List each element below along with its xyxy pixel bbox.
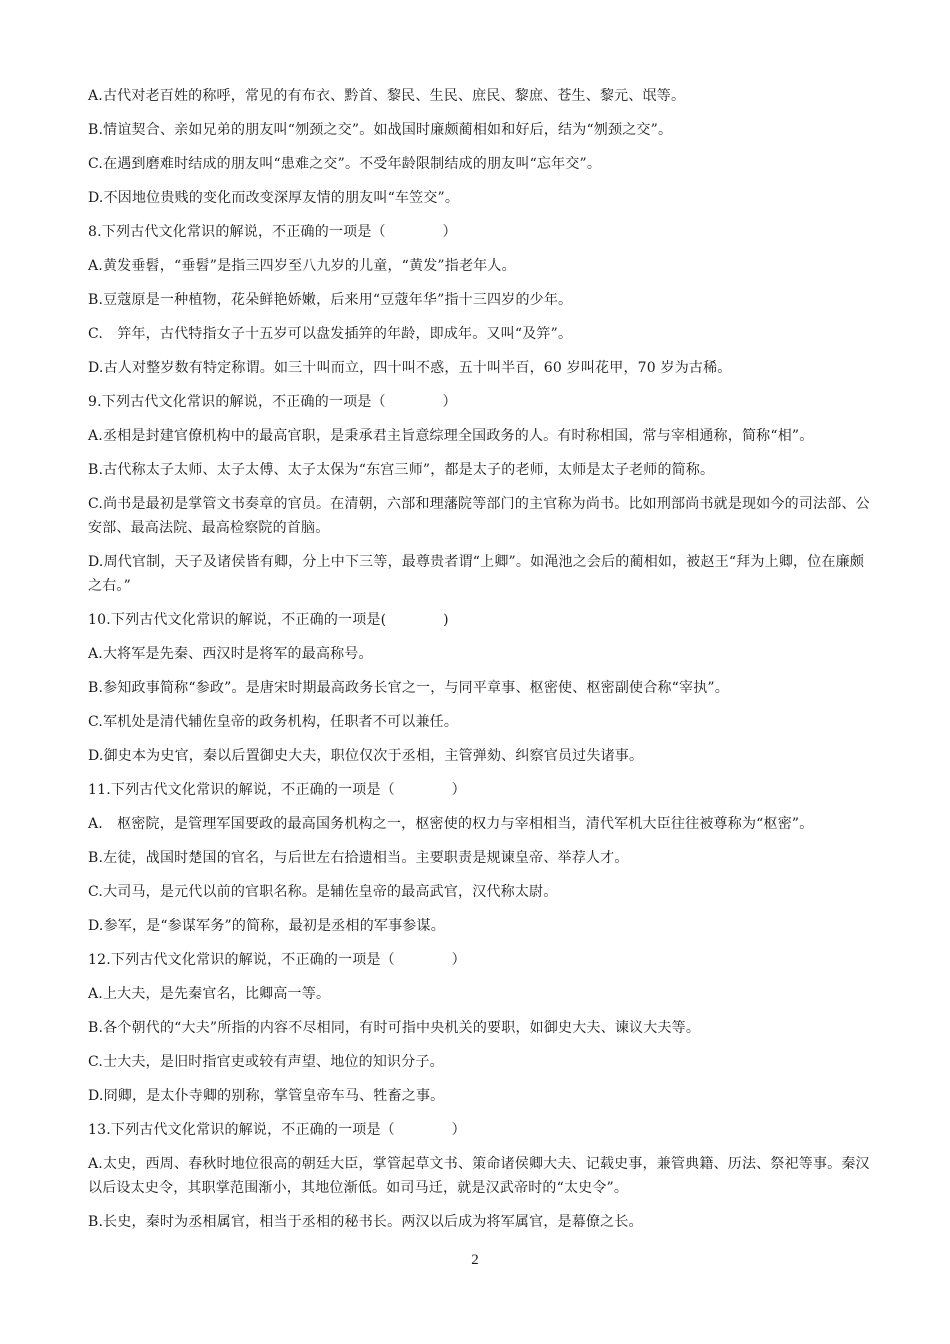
question-12-option-d: D.冏卿，是太仆寺卿的别称，掌管皇帝车马、牲畜之事。 bbox=[88, 1088, 445, 1104]
question-10-option-d: D.御史本为史官，秦以后置御史大夫，职位仅次于丞相，主管弹劾、纠察官员过失诸事。 bbox=[88, 748, 644, 764]
question-9-option-b: B.古代称太子太师、太子太傅、太子太保为“东宫三师”，都是太子的老师，太师是太子老师的简称。 bbox=[88, 462, 715, 478]
question-8: 8.下列古代文化常识的解说，不正确的一项是（ ） bbox=[88, 224, 457, 240]
question-13-option-b: B.长史，秦时为丞相属官，相当于丞相的秘书长。两汉以后成为将军属官，是幕僚之长。 bbox=[88, 1214, 643, 1230]
question-9-option-c: C.尚书是最初是掌管文书奏章的官员。在清朝，六部和理藩院等部门的主官称为尚书。比如刑部尚书就是现如今的司法部、公安部、最高法院、最高检察院的首脑。 bbox=[88, 496, 870, 536]
question-11-option-c: C.大司马，是元代以前的官职名称。是辅佐皇帝的最高武官，汉代称太尉。 bbox=[88, 884, 558, 900]
question-9: 9.下列古代文化常识的解说，不正确的一项是（ ） bbox=[88, 394, 457, 410]
question-8-option-b: B.豆蔻原是一种植物，花朵鲜艳娇嫩，后来用“豆蔻年华”指十三四岁的少年。 bbox=[88, 292, 573, 308]
page-number: 2 bbox=[471, 1252, 479, 1268]
page-content bbox=[88, 84, 878, 1244]
question-13: 13.下列古代文化常识的解说，不正确的一项是（ ） bbox=[88, 1122, 466, 1138]
question-8-option-a: A.黄发垂髫，“垂髫”是指三四岁至八九岁的儿童，“黄发”指老年人。 bbox=[88, 258, 516, 274]
question-9-option-d: D.周代官制，天子及诸侯皆有卿，分上中下三等，最尊贵者谓“上卿”。如渑池之会后的蔺相如，被赵王“拜为上卿，位在廉颇之右。” bbox=[88, 554, 865, 594]
question-12-option-b: B.各个朝代的“大夫”所指的内容不尽相同，有时可指中央机关的要职，如御史大夫、谏议大夫等。 bbox=[88, 1020, 701, 1036]
question-11: 11.下列古代文化常识的解说，不正确的一项是（ ） bbox=[88, 782, 466, 798]
question-8-option-d: D.古人对整岁数有特定称谓。如三十叫而立，四十叫不惑，五十叫半百，60 岁叫花甲，70 岁为古稀。 bbox=[88, 360, 732, 376]
question-10-option-b: B.参知政事简称“参政”。是唐宋时期最高政务长官之一，与同平章事、枢密使、枢密副使合称“宰执”。 bbox=[88, 680, 729, 696]
paragraph-option-a: A.古代对老百姓的称呼，常见的有布衣、黔首、黎民、生民、庶民、黎庶、苍生、黎元、氓等。 bbox=[88, 88, 686, 104]
question-11-option-b: B.左徒，战国时楚国的官名，与后世左右拾遗相当。主要职责是规谏皇帝、举荐人才。 bbox=[88, 850, 629, 866]
question-12: 12.下列古代文化常识的解说，不正确的一项是（ ） bbox=[88, 952, 466, 968]
question-12-option-a: A.上大夫，是先秦官名，比卿高一等。 bbox=[88, 986, 331, 1002]
paragraph-option-b: B.情谊契合、亲如兄弟的朋友叫“刎颈之交”。如战国时廉颇蔺相如和好后，结为“刎颈之交”。 bbox=[88, 122, 673, 138]
question-12-option-c: C.士大夫，是旧时指官吏或较有声望、地位的知识分子。 bbox=[88, 1054, 444, 1070]
question-10: 10.下列古代文化常识的解说，不正确的一项是( ) bbox=[88, 612, 449, 628]
question-9-option-a: A.丞相是封建官僚机构中的最高官职，是秉承君主旨意综理全国政务的人。有时称相国，常与宰相通称，简称“相”。 bbox=[88, 428, 814, 444]
paragraph-option-c: C.在遇到磨难时结成的朋友叫“患难之交”。不受年龄限制结成的朋友叫“忘年交”。 bbox=[88, 156, 602, 172]
question-13-option-a: A.太史，西周、春秋时地位很高的朝廷大臣，掌管起草文书、策命诸侯卿大夫、记载史事，兼管典籍、历法、祭祀等事。秦汉以后设太史令，其职掌范围渐小，其地位渐低。如司马迁，就是汉武帝时的“太史令”。 bbox=[88, 1156, 870, 1196]
question-8-option-c: C. 笄年，古代特指女子十五岁可以盘发插笄的年龄，即成年。又叫“及笄”。 bbox=[88, 326, 573, 342]
question-10-option-a: A.大将军是先秦、西汉时是将军的最高称号。 bbox=[88, 646, 373, 662]
question-11-option-a: A. 枢密院，是管理军国要政的最高国务机构之一，枢密使的权力与宰相相当，清代军机大臣往往被尊称为“枢密”。 bbox=[88, 816, 814, 832]
paragraph-option-d: D.不因地位贵贱的变化而改变深厚友情的朋友叫“车笠交”。 bbox=[88, 190, 460, 206]
question-10-option-c: C.军机处是清代辅佐皇帝的政务机构，任职者不可以兼任。 bbox=[88, 714, 459, 730]
question-11-option-d: D.参军，是“参谋军务”的简称，最初是丞相的军事参谋。 bbox=[88, 918, 445, 934]
